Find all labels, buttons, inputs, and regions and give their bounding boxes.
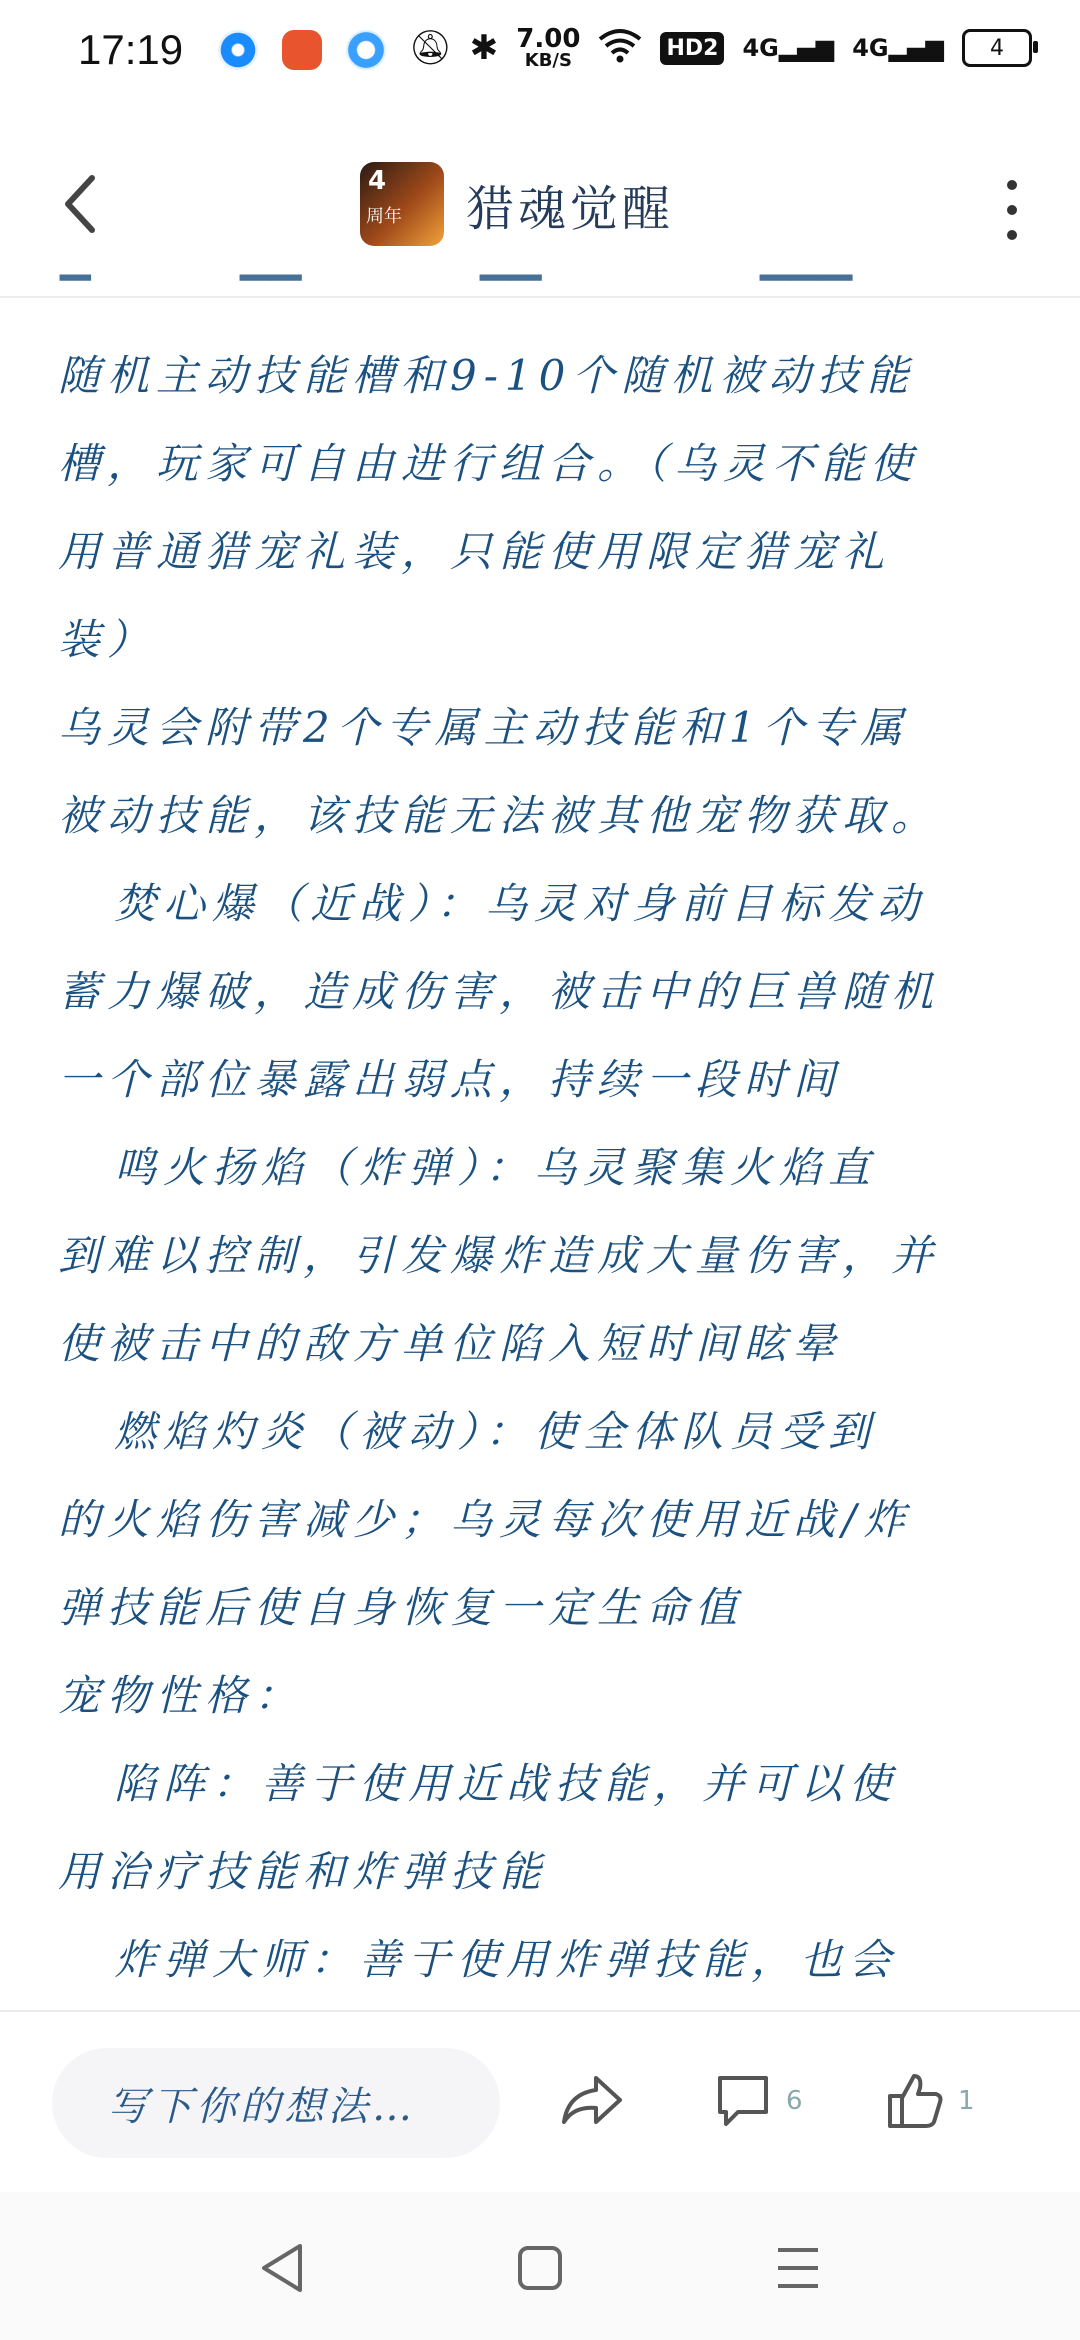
comment-input[interactable]: 写下你的想法… [52, 2048, 500, 2158]
nav-menu-button[interactable] [768, 2238, 828, 2298]
wifi-icon [598, 29, 642, 67]
article-line: 乌灵会附带2个专属主动技能和1个专属 [58, 703, 910, 752]
triangle-back-icon [258, 2242, 306, 2294]
network-speed-unit: KB/S [524, 50, 572, 71]
like-count: 1 [958, 2086, 975, 2116]
app-notification-icon [282, 30, 322, 70]
signal-1-label: 4G [742, 34, 779, 62]
system-navigation-bar [0, 2192, 1080, 2340]
article-line: 被动技能，该技能无法被其他宠物获取。 [58, 791, 941, 840]
article-line: 燃焰灼炎（被动）：使全体队员受到 [114, 1407, 878, 1456]
action-bar [0, 2010, 1080, 2192]
article-line: 使被击中的敌方单位陷入短时间眩晕 [58, 1319, 843, 1368]
article-line: 用治疗技能和炸弹技能 [58, 1847, 549, 1896]
article-line: 鸣火扬焰（炸弹）：乌灵聚集火焰直 [114, 1143, 878, 1192]
signal-2-label: 4G [852, 34, 889, 62]
article-line: 陷阵：善于使用近战技能，并可以使 [114, 1759, 899, 1808]
article-lines [58, 332, 1038, 2004]
signal-strength-2: 4G▂▄▆ [852, 34, 944, 62]
nav-home-button[interactable] [510, 2238, 570, 2298]
page-title: 猎魂觉醒 [466, 180, 675, 237]
more-dot-icon [1007, 205, 1017, 215]
game-logo [360, 162, 444, 246]
share-button[interactable] [560, 2072, 624, 2128]
more-dot-icon [1007, 180, 1017, 190]
title-area[interactable] [360, 162, 674, 246]
bluetooth-icon: ✱ [469, 28, 499, 68]
page-header [0, 110, 1080, 298]
status-indicators [409, 26, 1032, 70]
comment-button[interactable] [714, 2072, 803, 2130]
article-line: 到难以控制，引发爆炸造成大量伤害，并 [58, 1231, 941, 1280]
article-line: 槽，玩家可自由进行组合。（乌灵不能使 [58, 439, 920, 488]
network-speed [516, 26, 580, 70]
logo-text: 4 [368, 166, 387, 196]
status-notification-icons [218, 30, 386, 70]
signal-strength-1: 4G▂▄▆ [742, 34, 835, 62]
article-line: 的火焰伤害减少；乌灵每次使用近战/炸 [58, 1495, 913, 1544]
article-line: 弹技能后使自身恢复一定生命值 [58, 1583, 745, 1632]
hd-badge: HD2 [660, 32, 724, 65]
battery-level: 4 [990, 35, 1004, 61]
more-dot-icon [1007, 230, 1017, 240]
article-line: 宠物性格： [58, 1671, 304, 1720]
status-time: 17:19 [78, 26, 184, 73]
article-line: 随机主动技能槽和9-10个随机被动技能 [58, 351, 916, 400]
article-line: 装） [58, 615, 157, 664]
battery-icon [962, 29, 1032, 67]
logo-subtext: 周年 [366, 206, 402, 227]
like-button[interactable] [886, 2072, 975, 2130]
chevron-left-icon [60, 172, 100, 236]
article-line: 一个部位暴露出弱点，持续一段时间 [58, 1055, 843, 1104]
share-icon [560, 2072, 624, 2128]
article-line: 用普通猎宠礼装，只能使用限定猎宠礼 [58, 527, 892, 576]
clipped-text-line: ▔ ▔▔ ▔▔ ▔▔▔ [60, 276, 853, 322]
article-body[interactable] [0, 276, 1080, 2008]
article-line: 炸弹大师：善于使用炸弹技能，也会 [114, 1935, 899, 1984]
article-line: 蓄力爆破，造成伤害，被击中的巨兽随机 [58, 967, 941, 1016]
network-speed-value: 7.00 [516, 24, 581, 54]
square-home-icon [516, 2244, 564, 2292]
app-notification-icon [346, 30, 386, 70]
more-options-button[interactable] [992, 180, 1032, 240]
menu-lines-icon [774, 2244, 822, 2292]
article-line: 焚心爆（近战）：乌灵对身前目标发动 [114, 879, 927, 928]
comment-icon [714, 2072, 772, 2130]
thumbs-up-icon [886, 2072, 944, 2130]
nav-back-button[interactable] [252, 2238, 312, 2298]
app-notification-icon [218, 30, 258, 70]
back-button[interactable] [40, 164, 120, 244]
comment-count: 6 [786, 2086, 803, 2116]
status-bar [0, 0, 1080, 110]
mute-bell-icon: 🔕︎ [408, 28, 452, 68]
